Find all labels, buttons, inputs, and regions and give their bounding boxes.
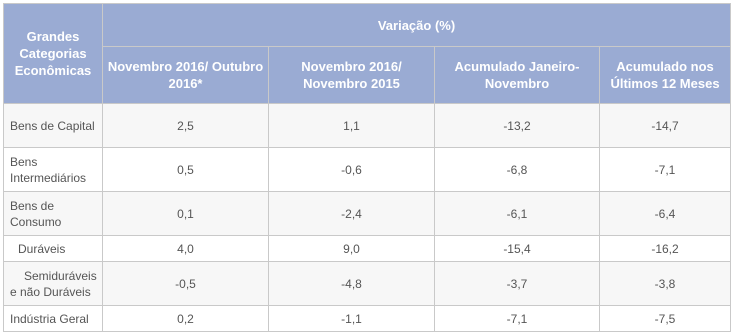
row-category: Semiduráveis e não Duráveis <box>4 262 103 306</box>
table-row <box>4 306 731 332</box>
table-cell: -6,4 <box>600 192 731 236</box>
table-cell: 0,2 <box>103 306 269 332</box>
column-header: Acumulado Janeiro-Novembro <box>435 47 600 104</box>
row-category: Bens Intermediários <box>4 148 103 192</box>
table-cell: -3,7 <box>435 262 600 306</box>
table-cell: -0,5 <box>103 262 269 306</box>
column-header: Novembro 2016/ Outubro 2016* <box>103 47 269 104</box>
row-header-category: Grandes Categorias Econômicas <box>4 4 103 104</box>
table-cell: -0,6 <box>269 148 435 192</box>
table-cell: -13,2 <box>435 104 600 148</box>
row-category: Bens de Capital <box>4 104 103 148</box>
table-cell: -6,1 <box>435 192 600 236</box>
group-header-variation: Variação (%) <box>103 4 731 47</box>
table-cell: -7,1 <box>600 148 731 192</box>
row-category: Bens de Consumo <box>4 192 103 236</box>
row-category: Duráveis <box>4 236 103 262</box>
table-row <box>4 236 731 262</box>
variation-table-container <box>3 3 731 332</box>
table-row <box>4 104 731 148</box>
column-header: Novembro 2016/ Novembro 2015 <box>269 47 435 104</box>
table-cell: -6,8 <box>435 148 600 192</box>
table-cell: 4,0 <box>103 236 269 262</box>
table-cell: -3,8 <box>600 262 731 306</box>
table-cell: 1,1 <box>269 104 435 148</box>
table-cell: -2,4 <box>269 192 435 236</box>
table-cell: 2,5 <box>103 104 269 148</box>
table-cell: -7,1 <box>435 306 600 332</box>
table-row <box>4 262 731 306</box>
column-header: Acumulado nos Últimos 12 Meses <box>600 47 731 104</box>
table-cell: 0,1 <box>103 192 269 236</box>
table-cell: 9,0 <box>269 236 435 262</box>
table-row <box>4 148 731 192</box>
variation-table <box>3 3 731 332</box>
table-cell: -1,1 <box>269 306 435 332</box>
row-category: Indústria Geral <box>4 306 103 332</box>
table-cell: 0,5 <box>103 148 269 192</box>
table-cell: -14,7 <box>600 104 731 148</box>
table-row <box>4 192 731 236</box>
table-cell: -15,4 <box>435 236 600 262</box>
table-cell: -4,8 <box>269 262 435 306</box>
table-cell: -7,5 <box>600 306 731 332</box>
table-cell: -16,2 <box>600 236 731 262</box>
